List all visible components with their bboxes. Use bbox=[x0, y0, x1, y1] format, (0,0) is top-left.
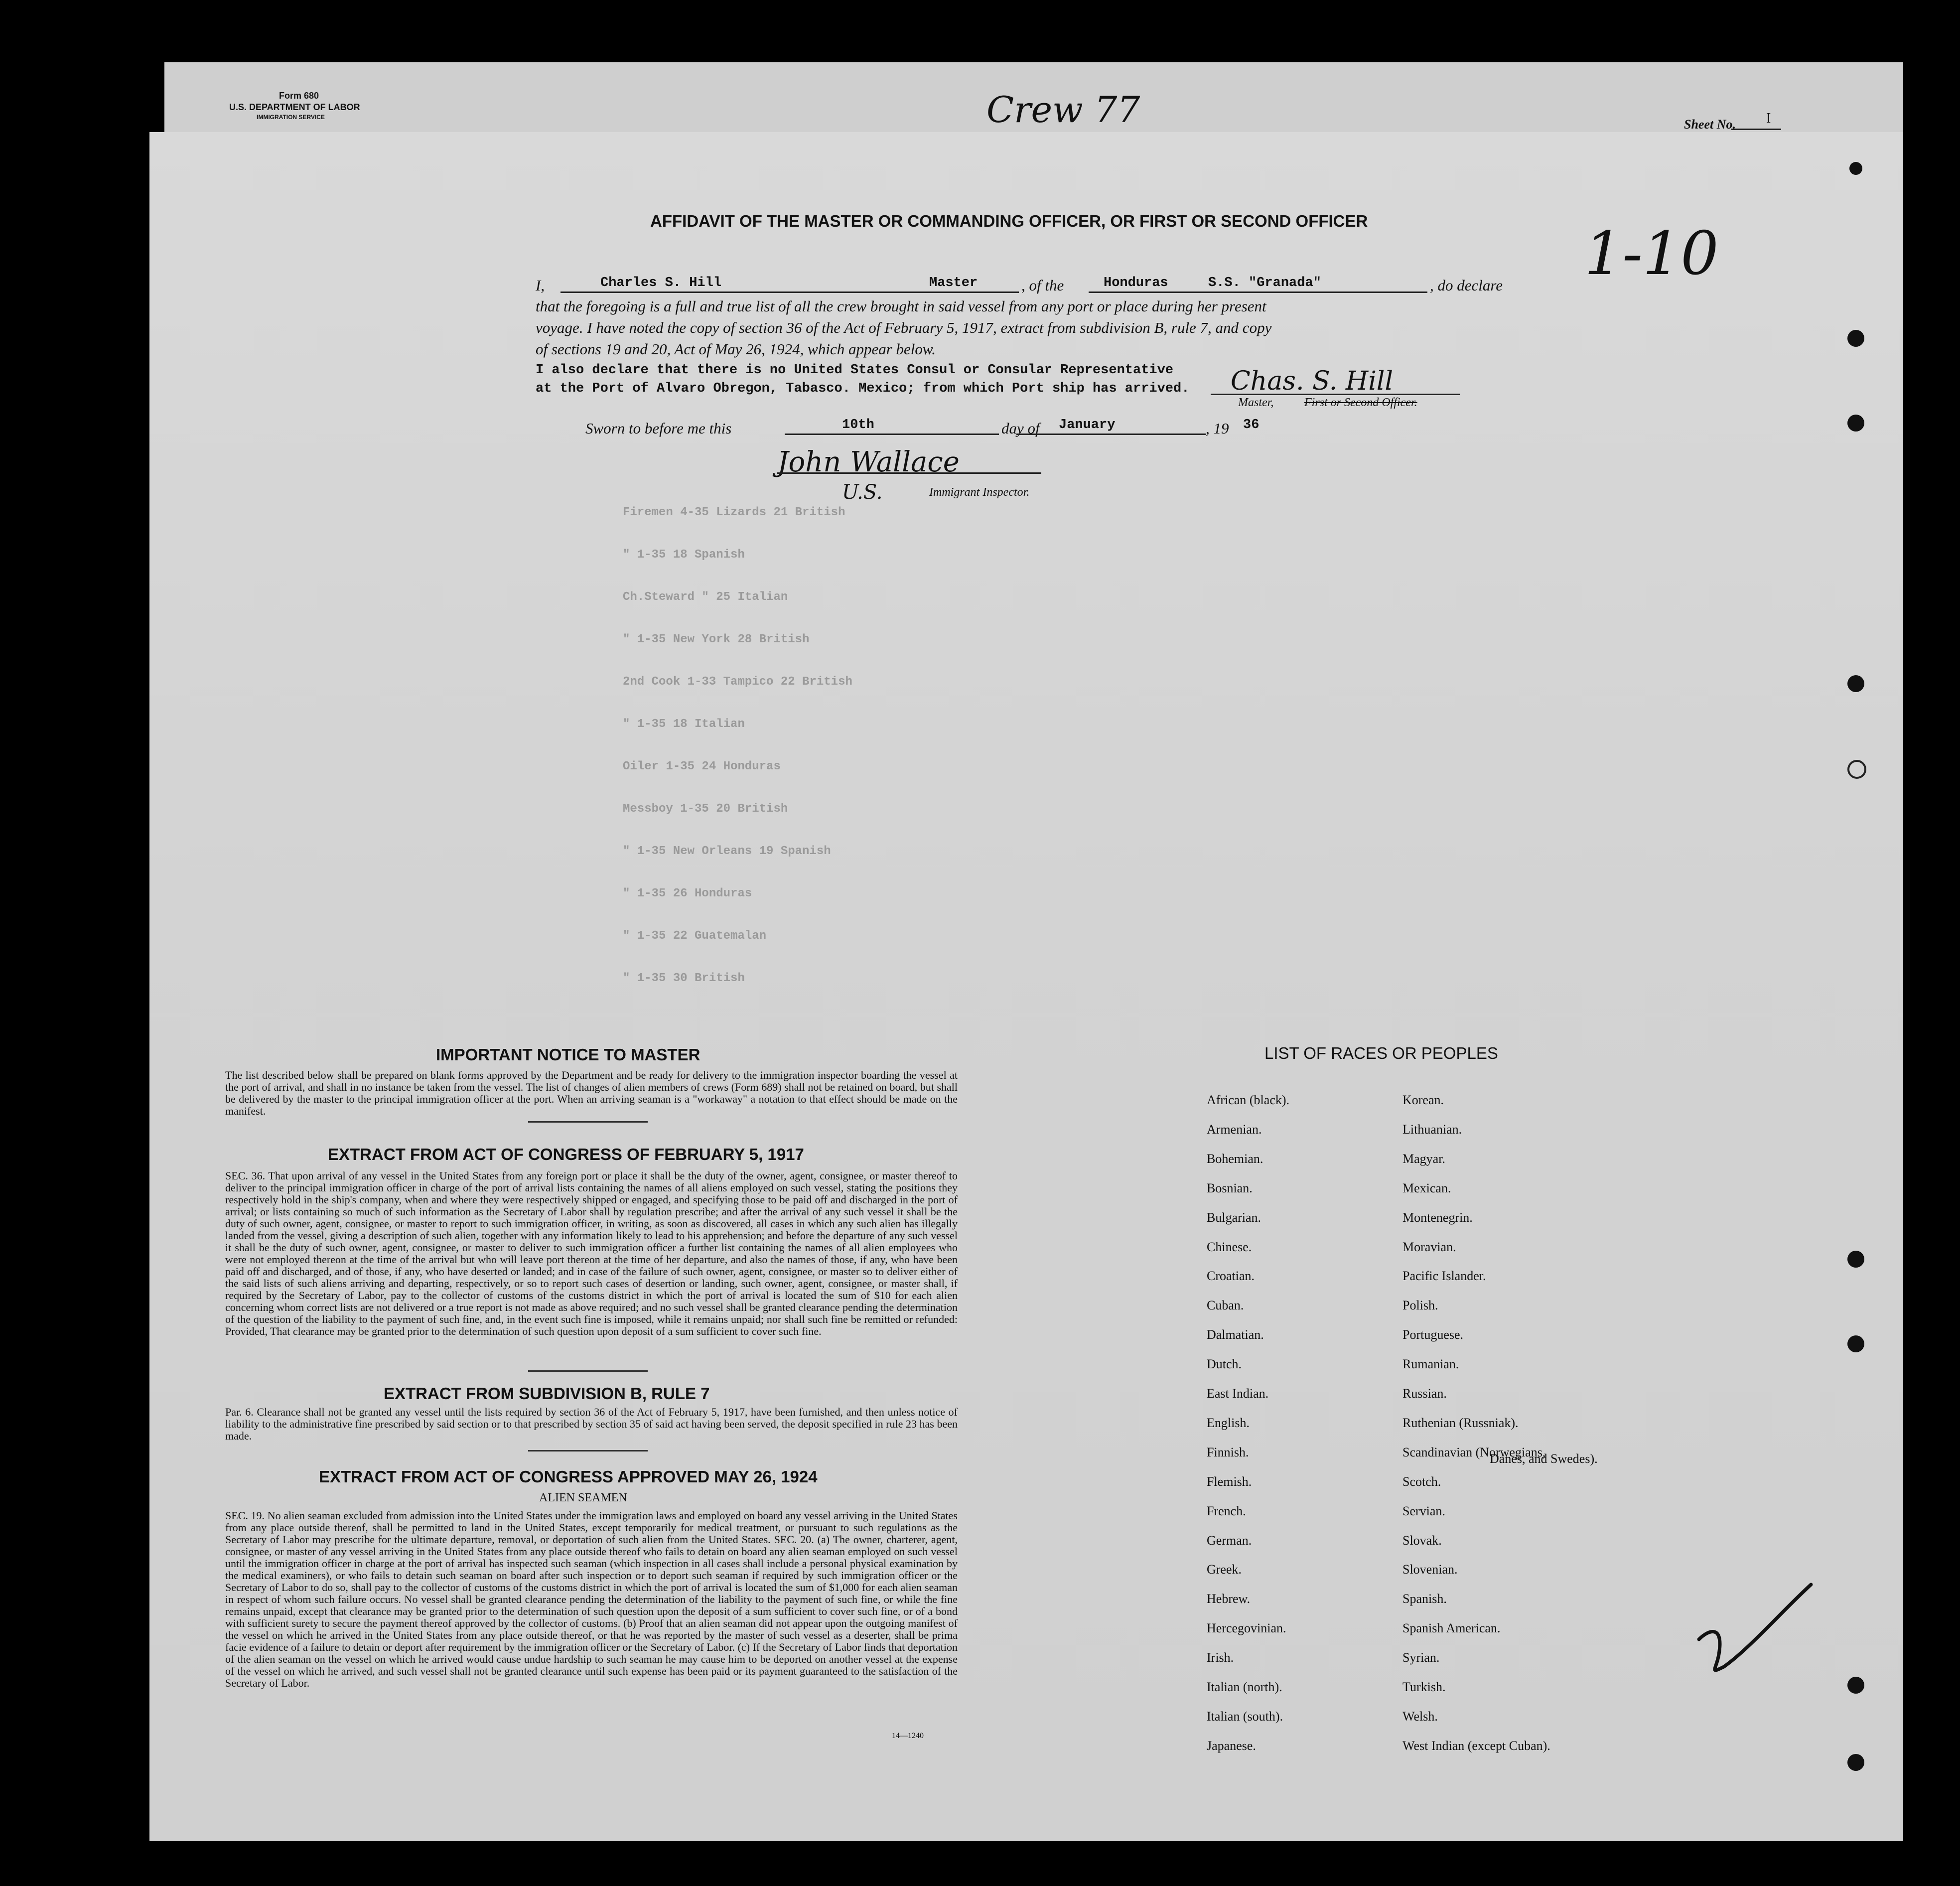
vessel-nationality[interactable]: Honduras bbox=[1104, 276, 1168, 290]
extract2-title: EXTRACT FROM SUBDIVISION B, RULE 7 bbox=[384, 1384, 710, 1403]
race-item: Russian. bbox=[1402, 1386, 1447, 1401]
affidavit-line-3: voyage. I have noted the copy of section 36 of the Act of February 5, 1917, extract from subdivision B, rule 7, and copy bbox=[536, 319, 1272, 336]
officer-rank[interactable]: Master bbox=[929, 276, 978, 290]
race-item: Bohemian. bbox=[1207, 1152, 1263, 1166]
punch-hole-icon bbox=[1847, 415, 1864, 432]
race-item: Bosnian. bbox=[1207, 1181, 1253, 1195]
race-item: Mexican. bbox=[1402, 1181, 1451, 1195]
race-item: Pacific Islander. bbox=[1402, 1269, 1486, 1283]
race-item: Polish. bbox=[1402, 1298, 1438, 1312]
master-name[interactable]: Charles S. Hill bbox=[600, 276, 722, 290]
year-prefix: , 19 bbox=[1206, 420, 1229, 437]
us-mark: U.S. bbox=[842, 481, 883, 504]
sworn-day[interactable]: 10th bbox=[842, 418, 874, 433]
race-item: Lithuanian. bbox=[1402, 1122, 1462, 1137]
punch-hole-icon bbox=[1847, 330, 1864, 347]
race-item: Bulgarian. bbox=[1207, 1210, 1261, 1225]
do-declare-label: , do declare bbox=[1430, 277, 1503, 294]
race-item: Dutch. bbox=[1207, 1357, 1242, 1371]
race-item: English. bbox=[1207, 1416, 1250, 1430]
affidavit-line-2: that the foregoing is a full and true list of all the crew brought in said vessel from any port or place during her present bbox=[536, 297, 1266, 315]
race-item: Hebrew. bbox=[1207, 1592, 1251, 1606]
extract3-body: SEC. 19. No alien seaman excluded from admission into the United States under the immigration laws and employed on board any vessel arriving in the United States from any place outside thereof, shall be permitted to land in the United States, except temporarily for medical treatment, or pursuant to such regulations as the Secretary of Labor may prescribe for the ultimate departure, removal, or deportation of such alien from the United States. SEC. 20. (a) The owner, charterer, agent, consignee, or master of any vessel arriving in the United States from any place outside thereof who fails to detain on board any alien seaman employed on such vessel until the immigration officer in charge at the port of arrival has inspected such seaman (which inspection in all cases shall include a personal physical examination by the medical examiners), or who fails to detain such seaman on board after such inspection or to deport such seaman if required by such immigration officer or the Secretary of Labor to do so, shall pay to the collector of customs of the customs district in which the port of arrival is located the sum of $1,000 for each alien seaman in respect of whom such failure occurs. No vessel shall be granted clearance pending the determination of the liability to the payment of such fine, or while the fine remains unpaid, except that clearance may be granted prior to the determination of such question upon the deposit of a sum sufficient to cover such fine, or of a bond with sufficient surety to secure the payment thereof approved by the collector of customs. (b) Proof that an alien seaman did not appear upon the outgoing manifest of the vessel on which he arrived in the United States from any place outside thereof, or that he was reported by the master of such vessel as a deserter, shall be prima facie evidence of a failure to detain or deport after requirement by the immigration officer or the Secretary of Labor. (c) If the Secretary of Labor finds that deportation of the alien seaman on the vessel on which he arrived would cause undue hardship to such seaman he may cause him to be deported on another vessel at the expense of the vessel on which he arrived, and such vessel shall not be granted clearance until such expense has been paid or its payment guaranteed to the satisfaction of the Secretary of Labor. bbox=[225, 1509, 958, 1689]
affidavit-title: AFFIDAVIT OF THE MASTER OR COMMANDING OFFICER, OR FIRST OR SECOND OFFICER bbox=[650, 212, 1368, 230]
notice-title: IMPORTANT NOTICE TO MASTER bbox=[436, 1045, 700, 1064]
race-item: Dalmatian. bbox=[1207, 1327, 1264, 1342]
race-item: Armenian. bbox=[1207, 1122, 1262, 1137]
race-item: Slovak. bbox=[1402, 1533, 1442, 1548]
struck-officer-label: First or Second Officer. bbox=[1304, 396, 1417, 409]
races-title: LIST OF RACES OR PEOPLES bbox=[1264, 1044, 1498, 1062]
race-item: Finnish. bbox=[1207, 1445, 1249, 1459]
affidavit-i: I, bbox=[536, 277, 545, 294]
race-item: Moravian. bbox=[1402, 1240, 1456, 1254]
month-underline bbox=[1016, 434, 1206, 435]
race-item: Rumanian. bbox=[1402, 1357, 1459, 1371]
service-name: IMMIGRATION SERVICE bbox=[257, 114, 325, 121]
race-item: Spanish American. bbox=[1402, 1621, 1501, 1635]
rule-1 bbox=[528, 1121, 648, 1123]
master-signature: Chas. S. Hill bbox=[1231, 366, 1394, 396]
punch-hole-icon bbox=[1847, 1754, 1864, 1771]
race-item: Scotch. bbox=[1402, 1474, 1441, 1489]
sheet-number: I bbox=[1766, 111, 1771, 126]
race-item: Syrian. bbox=[1402, 1650, 1440, 1665]
punch-hole-icon bbox=[1847, 760, 1866, 779]
race-item: Ruthenian (Russniak). bbox=[1402, 1416, 1519, 1430]
race-item: German. bbox=[1207, 1533, 1252, 1548]
consul-statement-2: at the Port of Alvaro Obregon, Tabasco. Mexico; from which Port ship has arrived. bbox=[536, 381, 1190, 396]
vessel-name[interactable]: S.S. "Granada" bbox=[1208, 276, 1321, 290]
race-item: Chinese. bbox=[1207, 1240, 1252, 1254]
race-item: Flemish. bbox=[1207, 1474, 1252, 1489]
punch-hole-icon bbox=[1847, 1335, 1864, 1352]
race-item: Servian. bbox=[1402, 1504, 1445, 1518]
inspector-signature: John Wallace bbox=[777, 446, 960, 478]
inspector-label: Immigrant Inspector. bbox=[929, 486, 1030, 499]
race-item: Japanese. bbox=[1207, 1739, 1256, 1753]
race-item: Italian (north). bbox=[1207, 1680, 1282, 1694]
sworn-month[interactable]: January bbox=[1059, 418, 1116, 433]
consul-statement-1: I also declare that there is no United States Consul or Consular Representative bbox=[536, 363, 1174, 378]
extract3-title: EXTRACT FROM ACT OF CONGRESS APPROVED MAY 26, 1924 bbox=[319, 1467, 818, 1486]
race-item: African (black). bbox=[1207, 1093, 1290, 1107]
sheet-label: Sheet No. bbox=[1684, 117, 1736, 132]
day-underline bbox=[785, 434, 999, 435]
race-item: Hercegovinian. bbox=[1207, 1621, 1286, 1635]
name-underline bbox=[560, 291, 1019, 293]
race-item: Danes, and Swedes). bbox=[1490, 1451, 1598, 1466]
of-the-label: , of the bbox=[1021, 277, 1064, 294]
rule-2 bbox=[528, 1370, 648, 1372]
race-item: Welsh. bbox=[1402, 1709, 1438, 1724]
form-number: Form 680 bbox=[279, 91, 319, 101]
sheet-underline bbox=[1731, 129, 1781, 130]
handwritten-range: 1-10 bbox=[1584, 219, 1719, 289]
race-item: Magyar. bbox=[1402, 1152, 1445, 1166]
race-item: Portuguese. bbox=[1402, 1327, 1464, 1342]
department-name: U.S. DEPARTMENT OF LABOR bbox=[229, 102, 360, 112]
race-item: Slovenian. bbox=[1402, 1562, 1458, 1577]
punch-hole-icon bbox=[1847, 675, 1864, 692]
print-code: 14—1240 bbox=[892, 1732, 924, 1740]
race-item: Irish. bbox=[1207, 1650, 1234, 1665]
notice-body: The list described below shall be prepared on blank forms approved by the Department and be ready for delivery to the immigration inspector boarding the vessel at the port of arrival, and shall in no instance be taken from the vessel. The list of changes of alien members of crews (Form 689) shall not be retained on board, but shall be delivered by the master to the principal immigration officer at the port. When an arriving seaman is a "workaway" a notation to that effect should be made on the manifest. bbox=[225, 1069, 958, 1117]
race-item: Cuban. bbox=[1207, 1298, 1244, 1312]
extract1-title: EXTRACT FROM ACT OF CONGRESS OF FEBRUARY 5, 1917 bbox=[328, 1145, 804, 1163]
race-item: French. bbox=[1207, 1504, 1246, 1518]
race-item: Spanish. bbox=[1402, 1592, 1447, 1606]
master-label: Master, bbox=[1238, 396, 1274, 409]
extract3-subtitle: ALIEN SEAMEN bbox=[539, 1491, 627, 1504]
signature-underline bbox=[1211, 394, 1460, 395]
extract1-body: SEC. 36. That upon arrival of any vessel in the United States from any foreign port or place it shall be the duty of the owner, agent, consignee, or master thereof to deliver to the principal immigration officer in charge of the port of arrival lists containing the names of all aliens employed on such vessel, stating the positions they respectively hold in the ship's company, when and where they were respectively shipped or engaged, and specifying those to be paid off and discharged in the port of arrival; or lists containing so much of such information as the Secretary of Labor shall by regulation prescribe; and after the arrival of any such vessel it shall be the duty of such owner, agent, consignee, or master to report to such immigration officer, in writing, as soon as discovered, all cases in which any such alien has illegally landed from the vessel, giving a description of such alien, together with any information likely to lead to his apprehension; and before the departure of any such vessel it shall be the duty of such owner, agent, consignee, or master to deliver to such immigration officer a further list containing the names of all alien employees who were not employed thereon at the time of the arrival but who will leave port thereon at the time of her departure, and also the names of those, if any, who have been paid off and discharged, and of those, if any, who have deserted or landed; and in case of the failure of such owner, agent, consignee, or master so to deliver either of the said lists of such aliens arriving and departing, respectively, or so to report such cases of desertion or landing, such owner, agent, consignee, or master shall, if required by the Secretary of Labor, pay to the collector of customs of the customs district in which the port of arrival is located the sum of $10 for each alien concerning whom correct lists are not delivered or a true report is not made as above required; and no such vessel shall be granted clearance pending the determination of the question of the liability to the payment of such fine, and, in the event such fine is imposed, while it remains unpaid; nor shall such fine be remitted or refunded: Provided, That clearance may be granted prior to the determination of such question upon deposit of a sum sufficient to cover such fine. bbox=[225, 1169, 958, 1337]
race-item: Italian (south). bbox=[1207, 1709, 1283, 1724]
race-item: West Indian (except Cuban). bbox=[1402, 1739, 1550, 1753]
inspector-underline bbox=[777, 472, 1041, 474]
handwritten-crew-note: Crew 77 bbox=[986, 89, 1140, 131]
punch-hole-icon bbox=[1847, 1677, 1864, 1694]
punch-hole-icon bbox=[1847, 1251, 1864, 1268]
punch-hole-icon bbox=[1849, 162, 1862, 175]
race-item: East Indian. bbox=[1207, 1386, 1269, 1401]
checkmark-icon bbox=[1689, 1580, 1819, 1679]
vessel-underline bbox=[1089, 291, 1427, 293]
extract2-body: Par. 6. Clearance shall not be granted any vessel until the lists required by section 36 of the Act of February 5, 1917, have been furnished, and then unless notice of liability to the administrative fine prescribed by said section or to that prescribed by section 35 of said act having been served, the deposit specified in rule 23 has been made. bbox=[225, 1406, 958, 1442]
race-item: Korean. bbox=[1402, 1093, 1444, 1107]
race-item: Greek. bbox=[1207, 1562, 1242, 1577]
race-item: Montenegrin. bbox=[1402, 1210, 1473, 1225]
sworn-year[interactable]: 36 bbox=[1243, 418, 1260, 433]
sworn-label: Sworn to before me this bbox=[585, 420, 732, 437]
race-item: Turkish. bbox=[1402, 1680, 1446, 1694]
race-item: Scandinavian (Norwegians, bbox=[1402, 1445, 1546, 1459]
day-of-label: day of bbox=[1001, 420, 1040, 437]
race-item: Croatian. bbox=[1207, 1269, 1255, 1283]
rule-3 bbox=[528, 1450, 648, 1451]
affidavit-line-4: of sections 19 and 20, Act of May 26, 1924, which appear below. bbox=[536, 340, 936, 358]
